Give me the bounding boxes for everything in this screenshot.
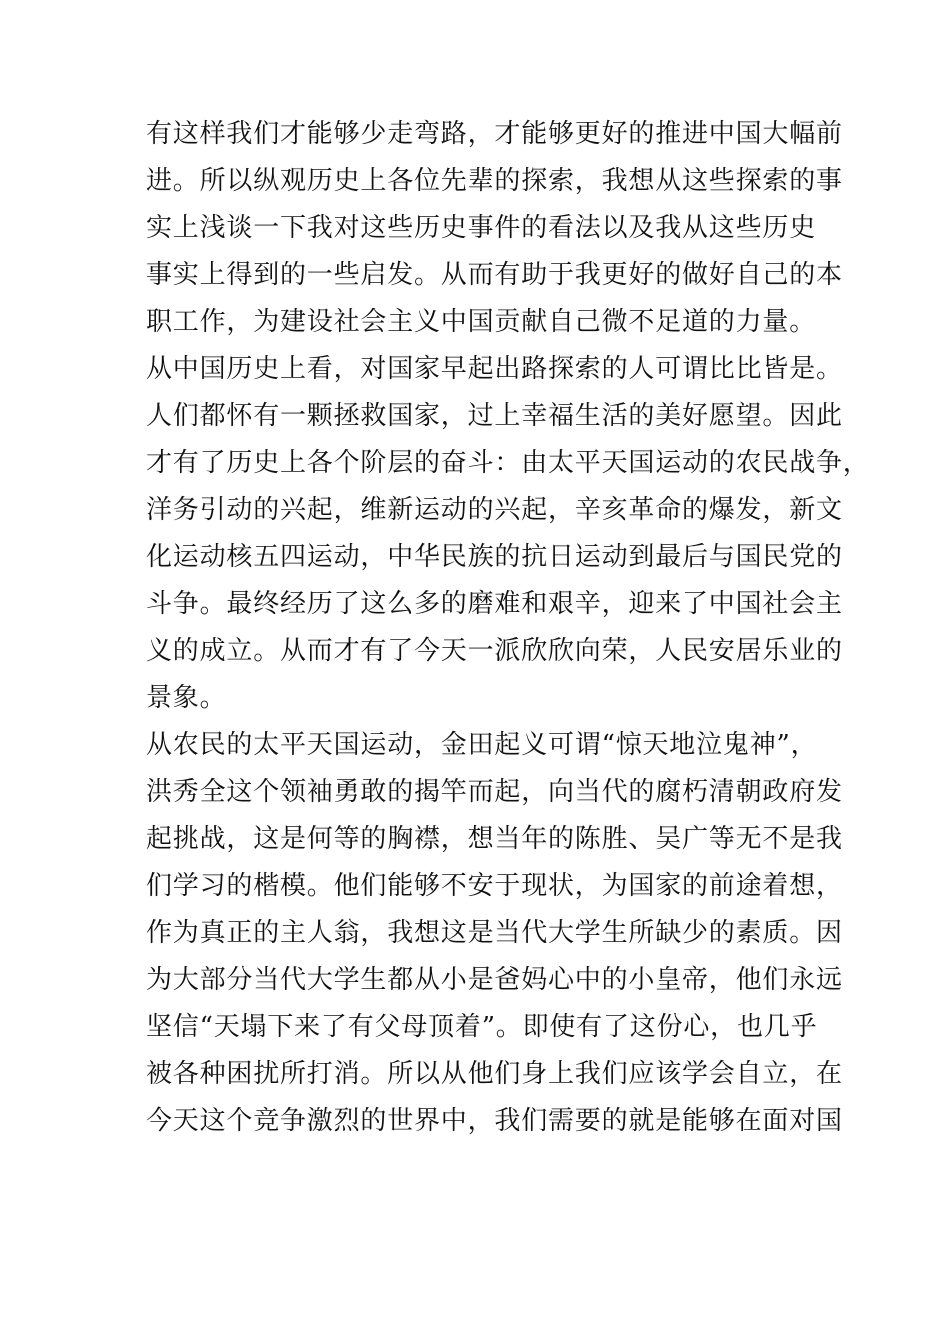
text-line: 为大部分当代大学生都从小是爸妈心中的小皇帝，他们永远 [146,965,843,995]
text-line: 义的成立。从而才有了今天一派欣欣向荣，人民安居乐业的 [146,636,843,666]
text-line: 斗争。最终经历了这么多的磨难和艰辛，迎来了中国社会主 [146,589,843,619]
text-line: 洪秀全这个领袖勇敢的揭竿而起，向当代的腐朽清朝政府发 [146,777,843,807]
text-line: 职工作，为建设社会主义中国贡献自己微不足道的力量。 [146,307,817,337]
text-line: 有这样我们才能够少走弯路，才能够更好的推进中国大幅前 [146,119,843,149]
text-line: 们学习的楷模。他们能够不安于现状，为国家的前途着想， [146,871,843,901]
text-line: 从中国历史上看，对国家早起出路探索的人可谓比比皆是。 [146,354,843,384]
text-line: 化运动核五四运动，中华民族的抗日运动到最后与国民党的 [146,542,843,572]
text-line: 人们都怀有一颗拯救国家，过上幸福生活的美好愿望。因此 [146,401,843,431]
text-line: 被各种困扰所打消。所以从他们身上我们应该学会自立，在 [146,1059,843,1089]
text-line: 今天这个竞争激烈的世界中，我们需要的就是能够在面对国 [146,1106,843,1136]
text-line: 事实上得到的一些启发。从而有助于我更好的做好自己的本 [146,260,843,290]
text-line: 进。所以纵观历史上各位先辈的探索，我想从这些探索的事 [146,166,843,196]
text-line: 起挑战，这是何等的胸襟，想当年的陈胜、吴广等无不是我 [146,824,843,854]
text-line: 景象。 [146,683,227,713]
text-line: 作为真正的主人翁，我想这是当代大学生所缺少的素质。因 [146,918,843,948]
text-line: 才有了历史上各个阶层的奋斗：由太平天国运动的农民战争， [146,448,870,478]
text-line: 洋务引动的兴起，维新运动的兴起，辛亥革命的爆发，新文 [146,495,843,525]
text-line: 实上浅谈一下我对这些历史事件的看法以及我从这些历史 [146,213,817,243]
body-text [146,111,870,1145]
text-line: 坚信“天塌下来了有父母顶着”。即使有了这份心，也几乎 [146,1012,818,1042]
text-line: 从农民的太平天国运动，金田起义可谓“惊天地泣鬼神”， [146,730,818,760]
